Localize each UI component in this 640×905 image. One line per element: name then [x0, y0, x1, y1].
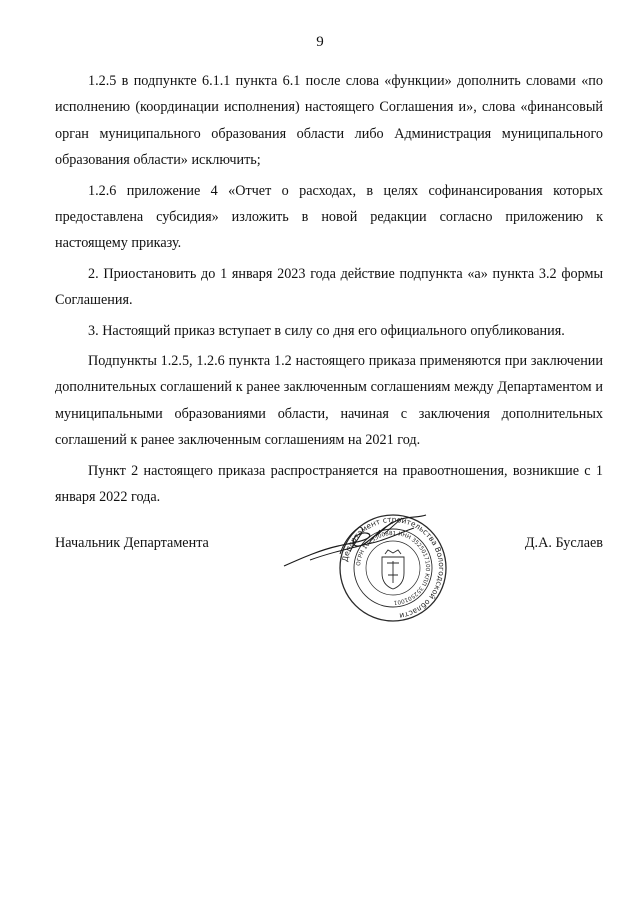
document-body	[55, 68, 603, 515]
stamp-outer-text: Департамент строительства Вологодской области	[340, 514, 447, 621]
signer-name: Д.А. Буслаев	[524, 535, 603, 551]
paragraph-2: 2. Приостановить до 1 января 2023 года действие подпункта «а» пункта 3.2 формы Соглашения.	[55, 265, 603, 309]
page-number: 9	[316, 34, 324, 50]
signer-position: Начальник Департамента	[55, 535, 209, 551]
paragraph-1-2-5: 1.2.5 в подпункте 6.1.1 пункта 6.1 после слова «функции» дополнить словами «по исполнению (координации исполнения) настоящего Соглашения и», слова «финансовый орган муниципального образования области либо Администрация муниципального образования области» исключить;	[55, 73, 603, 169]
paragraph-effect: Пункт 2 настоящего приказа распространяется на правоотношения, возникшие с 1 января 2022 года.	[55, 462, 603, 506]
handwritten-signature	[280, 512, 430, 570]
stamp-inner-text: ОГРН 1023500881 ИНН 3525017100 КПП 352501001	[356, 530, 431, 606]
paragraph-1-2-6: 1.2.6 приложение 4 «Отчет о расходах, в целях софинансирования которых предоставлена субсидия» изложить в новой редакции согласно приложению к настоящему приказу.	[55, 182, 603, 252]
paragraph-3: 3. Настоящий приказ вступает в силу со дня его официального опубликования.	[88, 322, 565, 339]
paragraph-applicability: Подпункты 1.2.5, 1.2.6 пункта 1.2 настоящего приказа применяются при заключении дополнительных соглашений к ранее заключенным соглашениям между Департаментом и муниципальными образованиями области, начиная с заключения дополнительных соглашений к ранее заключенным соглашениям на 2021 год.	[55, 353, 603, 449]
